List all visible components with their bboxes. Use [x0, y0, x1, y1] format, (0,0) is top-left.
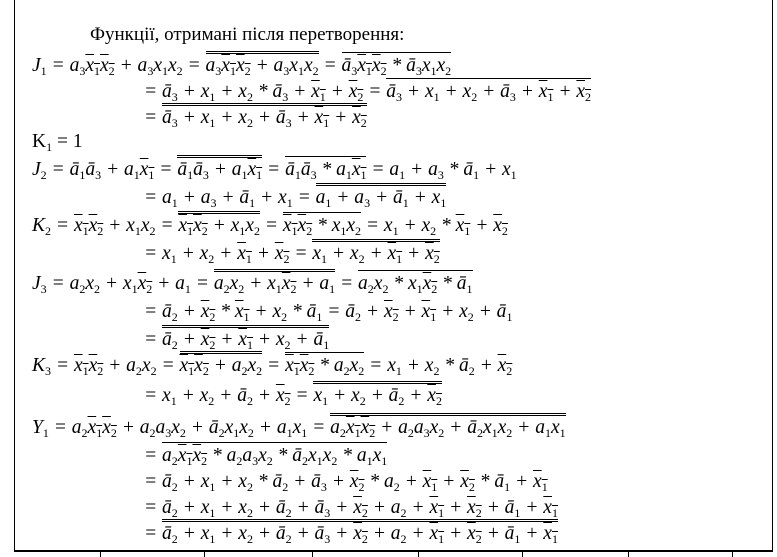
formula-line: = $ā_2 + x_1 + x_2$ + $ā_2$ + $ā_3 + x_2 + a_2 + x_1 + x_2$ + $ā_1 + x_1$ [144, 522, 558, 546]
formula-line: = $ā_3 + x_1 + x_2$ + $ā_3 + x_1 + x_2$ [144, 106, 367, 130]
formula-line: $J_3 = a_2x_2 + x_1x_2 + a_1 = a_2x_2 + x_1x_2 + a_1 = a_2x_2 * x_1x_2$ * $ā_1$ [32, 272, 473, 296]
formula-line: = $x_1 + x_2 + x_1 + x_2 = x_1 + x_2 + x_1 + x_2$ [144, 242, 440, 266]
table-cell-divider [628, 551, 629, 557]
formula-line: $K_3 = x_1x_2 + a_2x_2 = x_1x_2 + a_2x_2 = x_1x_2 * a_2x_2 = x_1 + x_2$ * $ā_2 + x_2$ [32, 354, 512, 378]
table-cell-divider [522, 551, 523, 557]
table-cell-divider [312, 551, 313, 557]
formula-line: $Y_1 = a_2x_1x_2 + a_2a_3x_2$ + $ā_2x_1x_2 + a_1x_1 = a_2x_1x_2 + a_2a_3x_2$ + $ā_2x_1x_2 + a_1x_1$ [32, 416, 566, 440]
table-cell-divider [204, 551, 205, 557]
formula-line: = $a_2x_1x_2 * a_2a_3x_2$ * $ā_2x_1x_2 * a_1x_1$ [144, 444, 387, 468]
formula-line: = $ā_2 + x_2 * x_1 + x_2$ * $ā_1$ = $ā_2 + x_2 + x_1 + x_2$ + $ā_1$ [144, 301, 513, 324]
formula-line: = $a_1 + a_3$ + $ā_1 + x_1 = a_1 + a_3$ + $ā_1 + x_1$ [144, 186, 446, 210]
formula-line: $K_1 = 1$ [32, 131, 83, 154]
formula-line: $J_1 = a_3x_1x_2 + a_3x_1x_2 = a_3x_1x_2 + a_3x_1x_2$ = $ā_3x_1x_2$ * $ā_3x_1x_2$ [32, 54, 451, 78]
formula-line: $K_2 = x_1x_2 + x_1x_2 = x_1x_2 + x_1x_2 = x_1x_2 * x_1x_2 = x_1 + x_2 * x_1 + x_2$ [32, 214, 508, 238]
table-cell-divider [732, 551, 733, 557]
formula-line: = $ā_3 + x_1 + x_2$ * $ā_3 + x_1 + x_2$ = $ā_3 + x_1 + x_2$ + $ā_3 + x_1 + x_2$ [144, 80, 591, 104]
table-bottom-rule [14, 550, 773, 552]
formula-line: = $ā_2 + x_1 + x_2$ * $ā_2$ + $ā_3 + x_2 * a_2 + x_1 + x_2$ * $ā_1 + x_1$ [144, 471, 548, 494]
table-cell-divider [100, 551, 101, 557]
page-heading: Функції, отримані після перетворення: [90, 24, 405, 45]
formula-line: = $ā_2 + x_2 + x_1 + x_2$ + $ā_1$ [144, 328, 329, 352]
formula-line: = $x_1 + x_2$ + $ā_2 + x_2 = x_1 + x_2$ + $ā_2 + x_2$ [144, 384, 442, 408]
formula-line: = $ā_2 + x_1 + x_2$ + $ā_2$ + $ā_3 + x_2 + a_2 + x_1 + x_2$ + $ā_1 + x_1$ [144, 497, 558, 520]
formula-line: $J_2$ = $ā_1ā_3 + a_1x_1$ = $ā_1ā_3 + a_1x_1$ = $ā_1ā_3 * a_1x_1 = a_1 + a_3$ * $ā_1 + x_1$ [32, 158, 517, 182]
table-cell-divider [418, 551, 419, 557]
